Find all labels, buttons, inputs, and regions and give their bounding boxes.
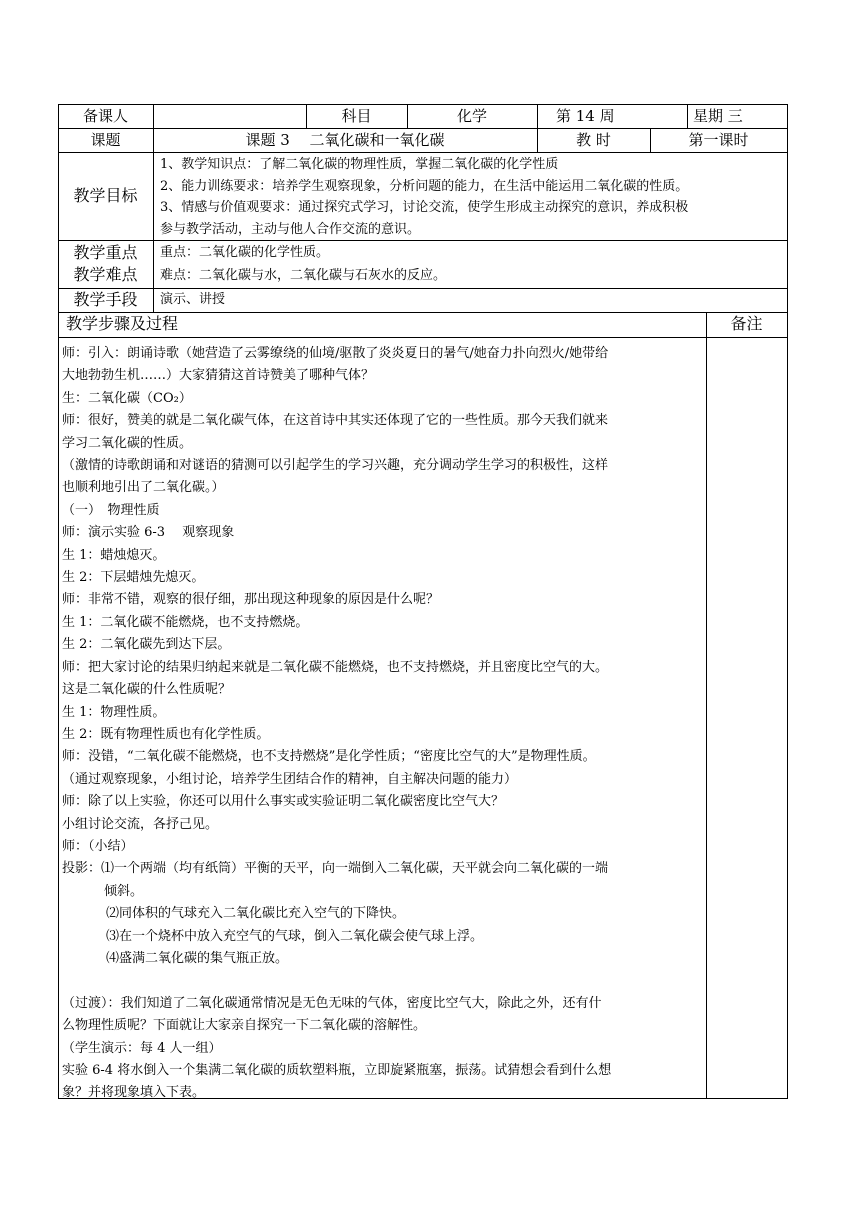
- process-line: 生：二氧化碳（CO₂）: [62, 390, 192, 406]
- hours-label: 教 时: [576, 131, 611, 149]
- process-line: [62, 970, 702, 992]
- process-line: ⑶在一个烧杯中放入充空气的气球，倒入二氧化碳会使气球上浮。: [106, 928, 484, 944]
- process-line: 生 2：既有物理性质也有化学性质。: [62, 726, 270, 742]
- process-line: （通过观察现象，小组讨论，培养学生团结合作的精神，自主解决问题的能力）: [62, 771, 518, 787]
- process-content: [62, 343, 702, 1105]
- process-line: 生 1：物理性质。: [62, 704, 166, 720]
- row-divider: [58, 152, 788, 153]
- process-line: 师：非常不错，观察的很仔细，那出现这种现象的原因是什么呢？: [62, 592, 440, 608]
- process-line: 学习二氧化碳的性质。: [62, 435, 193, 451]
- process-line: ⑷盛满二氧化碳的集气瓶正放。: [106, 950, 289, 966]
- process-line: （一） 物理性质: [62, 502, 160, 518]
- process-label: 教学步骤及过程: [66, 314, 179, 333]
- process-line: 大地勃勃生机……）大家猜猜这首诗赞美了哪种气体？: [62, 368, 375, 384]
- difficulty-value: 难点：二氧化碳与水，二氧化碳与石灰水的反应。: [160, 268, 447, 283]
- process-line: 师：很好，赞美的就是二氧化碳气体，在这首诗中其实还体现了它的一些性质。那今天我们就来: [62, 413, 609, 429]
- process-line: 生 1：二氧化碳不能燃烧，也不支持燃烧。: [62, 614, 309, 630]
- objective-line: 3、情感与价值观要求：通过探究式学习，讨论交流，使学生形成主动探究的意识，养成积极: [160, 200, 689, 216]
- process-line: 师：把大家讨论的结果归纳起来就是二氧化碳不能燃烧，也不支持燃烧，并且密度比空气的大。: [62, 659, 609, 675]
- process-line: 生 2：下层蜡烛先熄灭。: [62, 570, 205, 586]
- process-line: 师：没错，“二氧化碳不能燃烧，也不支持燃烧”是化学性质；“密度比空气的大”是物理性质。: [62, 749, 596, 765]
- process-line: ⑵同体积的气球充入二氧化碳比充入空气的下降快。: [106, 906, 406, 922]
- notes-label: 备注: [730, 314, 763, 333]
- col-divider: [787, 104, 788, 1099]
- process-line: 师：除了以上实验，你还可以用什么事实或实验证明二氧化碳密度比空气大？: [62, 794, 505, 810]
- col-divider: [153, 104, 154, 128]
- key-point-label: 教学重点: [73, 243, 138, 262]
- process-line: 投影：⑴一个两端（均有纸筒）平衡的天平，向一端倒入二氧化碳，天平就会向二氧化碳的一端: [62, 861, 609, 877]
- row-divider: [58, 337, 788, 338]
- col-divider: [706, 312, 707, 1098]
- key-point-value: 重点：二氧化碳的化学性质。: [160, 245, 330, 260]
- process-line: 生 2：二氧化碳先到达下层。: [62, 637, 231, 653]
- process-line: 象？并将现象填入下表。: [62, 1085, 206, 1101]
- objective-line: 1、教学知识点：了解二氧化碳的物理性质，掌握二氧化碳的化学性质: [160, 157, 559, 172]
- process-line: 师：（小结）: [62, 838, 134, 854]
- process-line: 也顺利地引出了二氧化碳。）: [62, 480, 225, 496]
- col-divider: [537, 104, 538, 128]
- methods-value: 演示、讲授: [160, 292, 226, 307]
- objective-line: 2、能力训练要求：培养学生观察现象，分析问题的能力，在生活中能运用二氧化碳的性质。: [160, 178, 689, 194]
- process-line: 这是二氧化碳的什么性质呢？: [62, 682, 232, 698]
- col-divider: [687, 104, 688, 128]
- subject-label: 科目: [341, 107, 372, 125]
- weekday-value: 星期 三: [693, 107, 743, 125]
- process-line: （激情的诗歌朗诵和对谜语的猜测可以引起学生的学习兴趣，充分调动学生学习的积极性，这样: [62, 458, 609, 474]
- objectives-label: 教学目标: [73, 186, 138, 205]
- col-divider: [153, 152, 154, 312]
- hours-value: 第一课时: [688, 131, 749, 149]
- process-line: 生 1：蜡烛熄灭。: [62, 547, 166, 563]
- process-line: 小组讨论交流，各抒己见。: [62, 816, 219, 832]
- objective-line: 参与教学活动，主动与他人合作交流的意识。: [160, 222, 421, 238]
- topic-value: 课题 3 二氧化碳和一氧化碳: [245, 131, 445, 149]
- process-line: （过渡）：我们知道了二氧化碳通常情况是无色无味的气体，密度比空气大，除此之外，还有什: [62, 995, 602, 1011]
- week-value: 第 14 周: [556, 107, 615, 125]
- process-line: 师：演示实验 6-3 观察现象: [62, 525, 235, 541]
- process-line: 么物理性质呢？下面就让大家亲自探究一下二氧化碳的溶解性。: [62, 1018, 427, 1034]
- process-line: 实验 6-4 将水倒入一个集满二氧化碳的质软塑料瓶，立即旋紧瓶塞，振荡。试猜想会看到什么想: [62, 1062, 612, 1078]
- topic-label: 课题: [90, 131, 121, 149]
- process-line: （学生演示：每 4 人一组）: [62, 1040, 222, 1056]
- objectives-list: [160, 154, 790, 241]
- process-line: 师：引入：朗诵诗歌（她营造了云雾缭绕的仙境/驱散了炎炎夏日的暑气/她奋力扑向烈火/她带给: [62, 346, 609, 361]
- preparer-label: 备课人: [82, 107, 128, 125]
- process-line: 倾斜。: [104, 883, 144, 899]
- methods-label: 教学手段: [73, 290, 138, 309]
- difficulty-label: 教学难点: [73, 265, 138, 284]
- subject-value: 化学: [456, 107, 487, 125]
